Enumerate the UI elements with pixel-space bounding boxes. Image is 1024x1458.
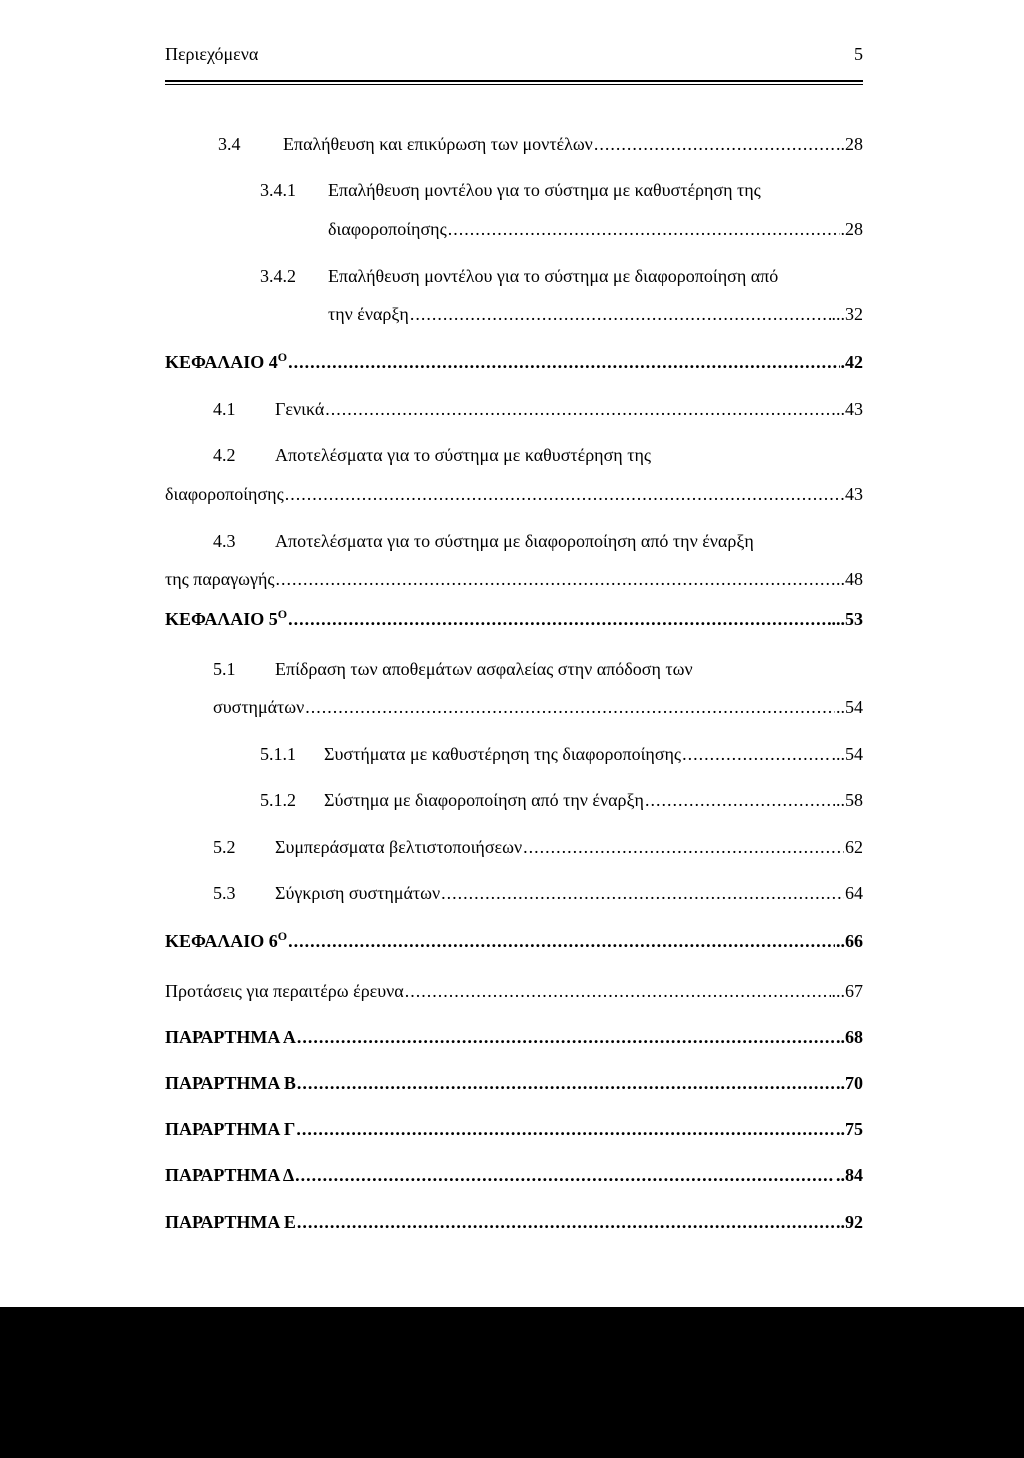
toc-entry-title: Συστήματα με καθυστέρηση της διαφοροποίησης — [324, 744, 682, 764]
toc-entry-title: Προτάσεις για περαιτέρω έρευνα — [165, 981, 404, 1001]
leader-dots — [448, 216, 840, 242]
toc-entry-page: .28 — [840, 219, 863, 239]
toc-entry-number: 4.3 — [213, 531, 236, 551]
toc-entry-page: ...54 — [831, 744, 863, 764]
toc-entry-title: Επαλήθευση μοντέλου για το σύστημα με διαφοροποίηση από — [328, 266, 779, 286]
toc-entry-continuation[interactable] — [328, 216, 863, 242]
toc-entry-number: 5.3 — [213, 883, 236, 903]
toc-entry-number: 4.1 — [213, 399, 236, 419]
toc-entry-title-cont: διαφοροποίησης — [165, 484, 284, 504]
toc-entry-page: ..75 — [836, 1119, 863, 1139]
toc-entry-page: ..48 — [836, 569, 863, 589]
leader-dots — [594, 131, 835, 157]
toc-entry-page: ...32 — [831, 304, 863, 324]
toc-entry[interactable] — [213, 442, 863, 468]
toc-entry-title: Συμπεράσματα βελτιστοποιήσεων — [275, 837, 523, 857]
leader-dots — [295, 1162, 835, 1188]
leader-dots — [296, 1116, 835, 1142]
toc-entry-page: ..92 — [836, 1212, 863, 1232]
toc-entry-continuation[interactable] — [165, 481, 863, 507]
chapter-ordinal-sup: O — [277, 350, 288, 364]
toc-entry-title: Αποτελέσματα για το σύστημα με διαφοροποίηση από την έναρξη — [275, 531, 754, 551]
toc-entry-page: 43 — [845, 484, 863, 504]
toc-entry-number: 4.2 — [213, 445, 236, 465]
toc-entry-continuation[interactable] — [328, 301, 863, 327]
toc-entry-page: ..70 — [836, 1073, 863, 1093]
leader-dots — [523, 834, 844, 860]
leader-dots — [682, 741, 830, 767]
toc-entry[interactable] — [213, 396, 863, 422]
leader-dots — [645, 787, 835, 813]
toc-entry-number: 5.1.1 — [260, 744, 296, 764]
leader-dots — [297, 1024, 835, 1050]
leader-dots — [297, 1209, 835, 1235]
toc-entry-number: 3.4.2 — [260, 266, 296, 286]
toc-entry[interactable] — [260, 741, 863, 767]
toc-chapter-4[interactable] — [165, 349, 863, 375]
toc-entry[interactable] — [260, 177, 863, 203]
toc-entry[interactable] — [260, 787, 863, 813]
toc-entry-number: 5.2 — [213, 837, 236, 857]
toc-entry-title: Επίδραση των αποθεμάτων ασφαλείας στην απόδοση των — [275, 659, 693, 679]
chapter-ordinal-sup: O — [277, 607, 288, 621]
toc-appendix-e[interactable] — [165, 1209, 863, 1235]
header-title: Περιεχόμενα — [165, 44, 259, 64]
toc-entry-title: Επαλήθευση μοντέλου για το σύστημα με καθυστέρηση της — [328, 180, 761, 200]
toc-entry-number: 3.4 — [218, 134, 241, 154]
toc-entry[interactable] — [213, 880, 863, 906]
toc-entry-page: ..68 — [836, 1027, 863, 1047]
toc-entry[interactable] — [213, 834, 863, 860]
toc-chapter-5[interactable] — [165, 606, 863, 632]
toc-entry-continuation[interactable] — [165, 566, 863, 592]
toc-entry-page: ..28 — [836, 134, 863, 154]
toc-entry-page: ..66 — [836, 931, 863, 951]
toc-entry-number: 5.1 — [213, 659, 236, 679]
leader-dots — [285, 481, 844, 507]
toc-entry-page: 64 — [845, 883, 863, 903]
leader-dots — [410, 301, 831, 327]
toc-entry-page: .42 — [840, 352, 863, 372]
leader-dots — [441, 880, 844, 906]
toc-entry[interactable] — [213, 656, 863, 682]
toc-appendix-d[interactable] — [165, 1162, 863, 1188]
leader-dots — [297, 1070, 835, 1096]
toc-entry[interactable] — [213, 528, 863, 554]
toc-entry-page: ..58 — [836, 790, 863, 810]
toc-entry-number: 3.4.1 — [260, 180, 296, 200]
toc-entry-page: 62 — [845, 837, 863, 857]
chapter-title: ΚΕΦΑΛΑΙΟ 6 — [165, 931, 278, 951]
toc-appendix-a[interactable] — [165, 1024, 863, 1050]
toc-entry-title: Αποτελέσματα για το σύστημα με καθυστέρηση της — [275, 445, 651, 465]
toc-appendix-b[interactable] — [165, 1070, 863, 1096]
toc-entry-page: ...67 — [831, 981, 863, 1001]
toc-entry[interactable] — [218, 131, 863, 157]
leader-dots — [276, 566, 835, 592]
header-page-number: 5 — [854, 44, 863, 64]
toc-entry[interactable] — [260, 263, 863, 289]
leader-dots — [288, 606, 830, 632]
page-header — [165, 44, 863, 72]
toc-entry-title: Σύγκριση συστημάτων — [275, 883, 441, 903]
chapter-title: ΚΕΦΑΛΑΙΟ 4 — [165, 352, 278, 372]
appendix-title: ΠΑΡΑΡΤΗΜΑ Β — [165, 1073, 296, 1093]
toc-entry-continuation[interactable] — [213, 694, 863, 720]
toc-entry-title-cont: διαφοροποίησης — [328, 219, 447, 239]
appendix-title: ΠΑΡΑΡΤΗΜΑ Α — [165, 1027, 296, 1047]
leader-dots — [325, 396, 835, 422]
toc-entry-page: ..43 — [836, 399, 863, 419]
leader-dots — [305, 694, 835, 720]
toc-appendix-c[interactable] — [165, 1116, 863, 1142]
toc-entry-number: 5.1.2 — [260, 790, 296, 810]
appendix-title: ΠΑΡΑΡΤΗΜΑ Δ — [165, 1165, 295, 1185]
appendix-title: ΠΑΡΑΡΤΗΜΑ Ε — [165, 1212, 296, 1232]
toc-entry-title-cont: συστημάτων — [213, 697, 305, 717]
header-rule — [165, 80, 863, 85]
toc-entry-title: Γενικά — [275, 399, 325, 419]
toc-entry-title-cont: της παραγωγής — [165, 569, 275, 589]
toc-chapter-6[interactable] — [165, 928, 863, 954]
toc-entry-page: ..54 — [836, 697, 863, 717]
chapter-title: ΚΕΦΑΛΑΙΟ 5 — [165, 609, 278, 629]
leader-dots — [405, 978, 831, 1004]
toc-entry-page: ...53 — [831, 609, 863, 629]
chapter-ordinal-sup: O — [277, 929, 288, 943]
leader-dots — [288, 349, 839, 375]
appendix-title: ΠΑΡΑΡΤΗΜΑ Γ — [165, 1119, 296, 1139]
toc-entry-title: Επαλήθευση και επικύρωση των μοντέλων — [283, 134, 593, 154]
toc-entry-title: Σύστημα με διαφοροποίηση από την έναρξη — [324, 790, 644, 810]
toc-entry[interactable] — [165, 978, 863, 1004]
toc-entry-title-cont: την έναρξη — [328, 304, 409, 324]
toc-entry-page: ..84 — [836, 1165, 863, 1185]
leader-dots — [288, 928, 835, 954]
